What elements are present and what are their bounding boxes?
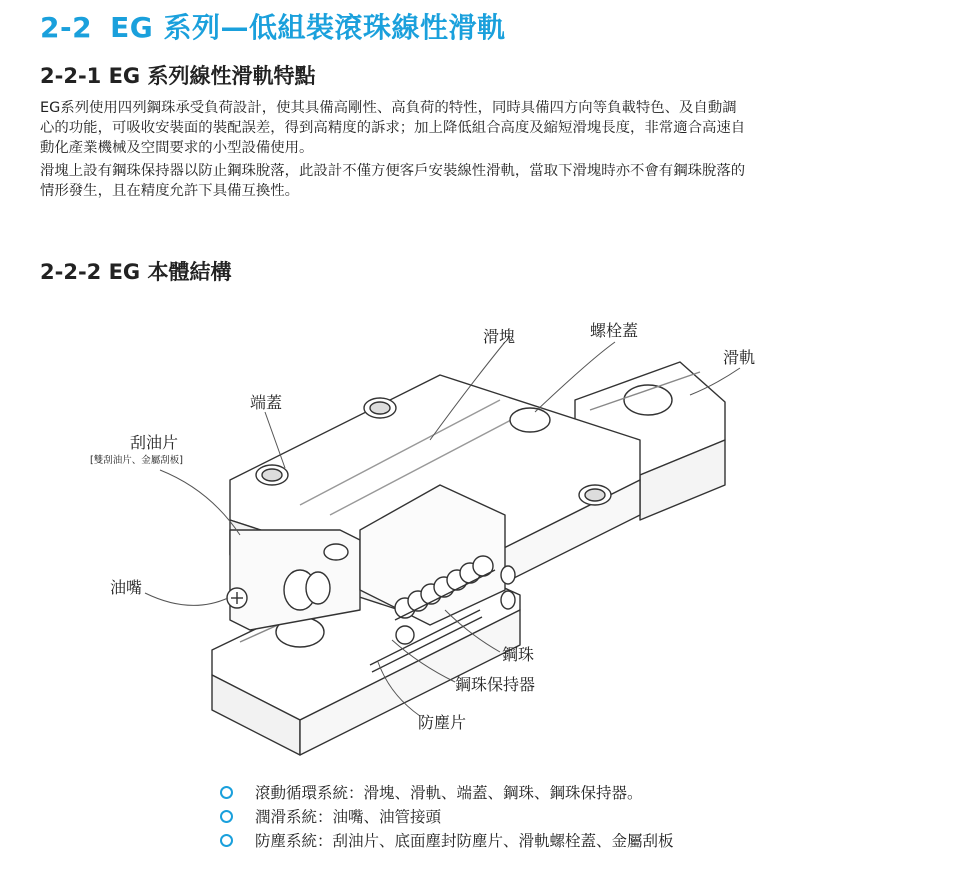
list-item-text: 防塵系統：刮油片、底面塵封防塵片、滑軌螺栓蓋、金屬刮板 — [255, 832, 674, 850]
systems-list — [220, 780, 674, 852]
list-item-text: 潤滑系統：油嘴、油管接頭 — [255, 808, 442, 826]
list-item — [220, 804, 674, 828]
list-item — [220, 780, 674, 804]
label-seal: 刮油片 — [130, 433, 179, 452]
label-grease-nipple: 油嘴 — [110, 578, 143, 597]
bullet-circle-icon — [220, 810, 233, 823]
linear-guide-diagram — [0, 290, 955, 770]
features-heading: 2-2-1 EG 系列線性滑軌特點 — [40, 64, 316, 88]
features-paragraph-1 — [40, 98, 900, 158]
label-retainer: 鋼珠保持器 — [455, 675, 536, 694]
label-block: 滑塊 — [483, 327, 516, 346]
label-rail: 滑軌 — [723, 348, 756, 367]
label-end-cap: 端蓋 — [250, 393, 283, 412]
rail-drawing — [212, 362, 725, 755]
label-bolt-cap: 螺栓蓋 — [590, 321, 639, 340]
list-item-text: 滾動循環系統：滑塊、滑軌、端蓋、鋼珠、鋼珠保持器。 — [255, 784, 643, 802]
label-dust-seal: 防塵片 — [418, 713, 467, 732]
paragraph-line: 心的功能，可吸收安裝面的裝配誤差，得到高精度的訴求；加上降低組合高度及縮短滑塊長度，非常適合高速自 — [40, 120, 746, 136]
bullet-circle-icon — [220, 834, 233, 847]
section-title — [40, 6, 505, 46]
paragraph-line: 滑塊上設有鋼珠保持器以防止鋼珠脫落，此設計不僅方便客戶安裝線性滑軌，當取下滑塊時亦不會有鋼珠脫落的 — [40, 163, 746, 179]
paragraph-line: EG系列使用四列鋼珠承受負荷設計，使其具備高剛性、高負荷的特性，同時具備四方向等負載特色、及自動調 — [40, 100, 737, 116]
label-seal-note: [雙刮油片、金屬刮板] — [90, 455, 183, 466]
bullet-circle-icon — [220, 786, 233, 799]
section-title-text: EG 系列—低組裝滾珠線性滑軌 — [110, 11, 506, 44]
structure-heading: 2-2-2 EG 本體結構 — [40, 260, 232, 284]
paragraph-line: 情形發生，且在精度允許下具備互換性。 — [40, 183, 300, 199]
section-number: 2-2 — [40, 11, 93, 44]
label-ball: 鋼珠 — [502, 645, 535, 664]
features-paragraph-2 — [40, 161, 900, 201]
paragraph-line: 動化產業機械及空間要求的小型設備使用。 — [40, 140, 314, 156]
list-item — [220, 828, 674, 852]
